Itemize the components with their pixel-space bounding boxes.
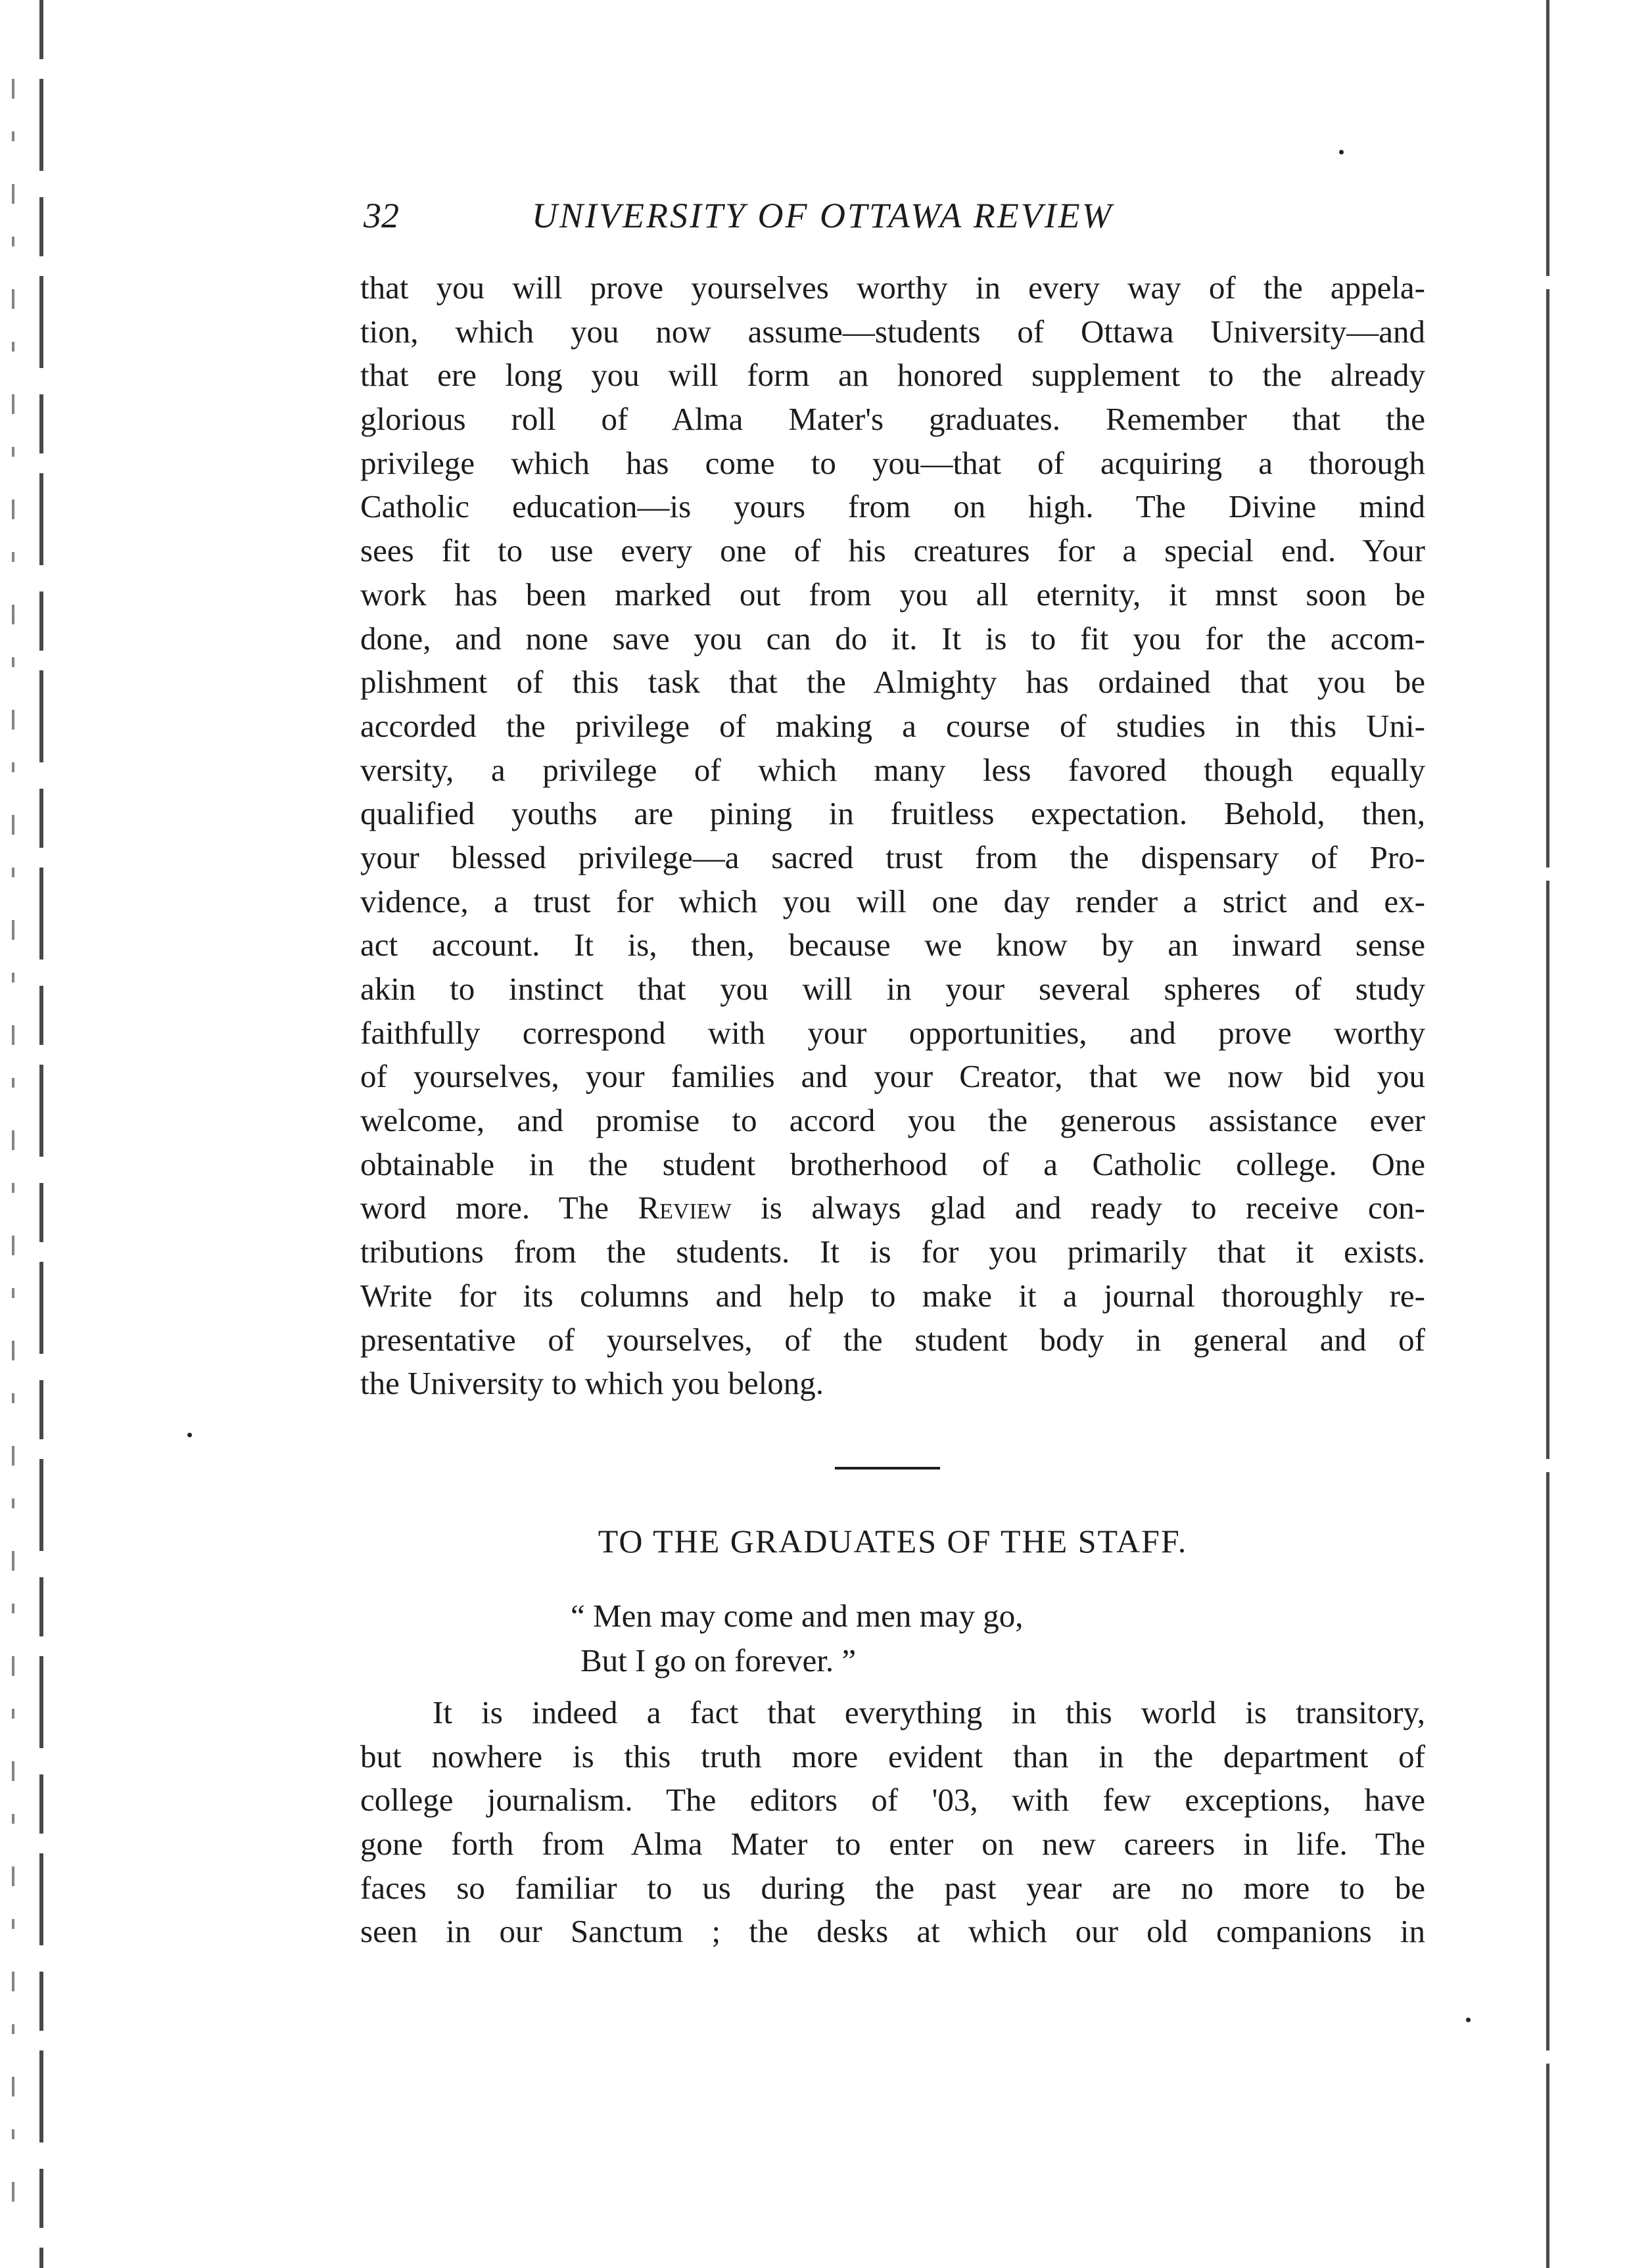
text-line-review <box>360 1186 1425 1230</box>
scan-speck <box>1339 150 1344 154</box>
text-line: faithfully correspond with your opportunities, and prove worthy <box>360 1014 1425 1051</box>
section-divider <box>835 1467 940 1470</box>
text-line: done, and none save you can do it. It is to fit you for the accom- <box>360 620 1425 657</box>
text-line: that you will prove yourselves worthy in every way of the appela- <box>360 269 1425 306</box>
text-line: of yourselves, your families and your Creator, that we now bid you <box>360 1058 1425 1095</box>
text-line: tion, which you now assume—students of Ottawa University—and <box>360 313 1425 350</box>
section-heading: TO THE GRADUATES OF THE STAFF. <box>598 1523 1188 1560</box>
text-line: the University to which you belong. <box>360 1365 824 1402</box>
text-line: welcome, and promise to accord you the generous assistance ever <box>360 1102 1425 1139</box>
text-line: obtainable in the student brotherhood of a Catholic college. One <box>360 1146 1425 1182</box>
text-line: that ere long you will form an honored supplement to the already <box>360 357 1425 394</box>
text-line: accorded the privilege of making a course of studies in this Uni- <box>360 707 1425 744</box>
section-body <box>360 1691 1425 1954</box>
page-number: 32 <box>364 196 399 235</box>
text-line: Write for its columns and help to make it a journal thoroughly re- <box>360 1277 1425 1314</box>
epigraph <box>571 1594 1228 1683</box>
scan-edge-right <box>1546 0 1549 2268</box>
epigraph-line: “ Men may come and men may go, <box>571 1598 1024 1634</box>
text-line: versity, a privilege of which many less favored though equally <box>360 751 1425 788</box>
review-title: Review <box>638 1190 732 1226</box>
text-line: Catholic education—is yours from on high. The Divine mind <box>360 488 1425 525</box>
scan-edge-left-inner <box>12 79 14 2215</box>
page-header <box>364 189 1297 242</box>
text-line: sees fit to use every one of his creatures for a special end. Your <box>360 532 1425 569</box>
text-line: seen in our Sanctum ; the desks at which our old companions in <box>360 1913 1425 1950</box>
epigraph-line: But I go on forever. ” <box>580 1642 857 1678</box>
text-line: glorious roll of Alma Mater's graduates. Remember that the <box>360 401 1425 438</box>
scan-speck <box>1466 2018 1471 2022</box>
text-line: presentative of yourselves, of the student body in general and of <box>360 1321 1425 1358</box>
text-line: but nowhere is this truth more evident than in the department of <box>360 1738 1425 1774</box>
text-line: It is indeed a fact that everything in this world is transitory, <box>433 1694 1425 1730</box>
article-body <box>360 266 1425 1406</box>
text-line: plishment of this task that the Almighty has ordained that you be <box>360 664 1425 701</box>
text-line: your blessed privilege—a sacred trust from the dispensary of Pro- <box>360 839 1425 875</box>
scan-edge-left <box>39 0 43 2268</box>
running-title: UNIVERSITY OF OTTAWA REVIEW <box>532 196 1114 235</box>
text-line: work has been marked out from you all eternity, it mnst soon be <box>360 576 1425 613</box>
text-fragment: is always glad and ready to receive con- <box>731 1190 1426 1226</box>
text-line: vidence, a trust for which you will one day render a strict and ex- <box>360 883 1425 919</box>
text-line: college journalism. The editors of '03, with few exceptions, have <box>360 1782 1425 1818</box>
text-line: akin to instinct that you will in your several spheres of study <box>360 971 1425 1007</box>
scan-speck <box>187 1433 192 1437</box>
text-line: gone forth from Alma Mater to enter on new careers in life. The <box>360 1826 1425 1863</box>
text-fragment: word more. The <box>360 1190 638 1226</box>
text-line: qualified youths are pining in fruitless expectation. Behold, then, <box>360 795 1425 832</box>
text-line: tributions from the students. It is for you primarily that it exists. <box>360 1234 1425 1270</box>
text-line: faces so familiar to us during the past year are no more to be <box>360 1869 1425 1906</box>
text-line: act account. It is, then, because we know by an inward sense <box>360 927 1425 963</box>
text-line: privilege which has come to you—that of acquiring a thorough <box>360 444 1425 481</box>
